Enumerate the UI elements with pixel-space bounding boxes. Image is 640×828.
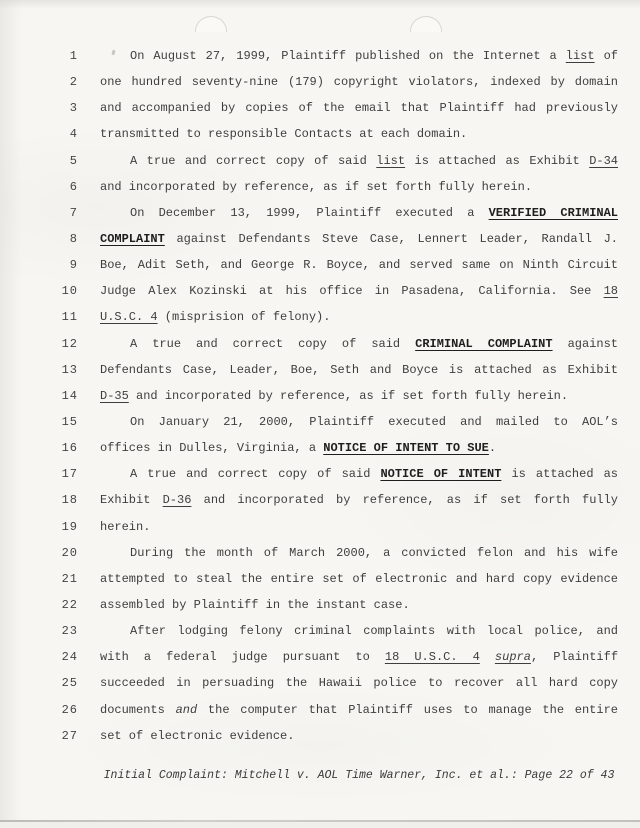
line-number: 23	[61, 624, 78, 639]
line-number: 4	[69, 127, 78, 142]
text-segment: , Plaintiff	[530, 650, 619, 665]
line-number: 11	[61, 310, 78, 325]
line-text	[100, 618, 618, 644]
line-number: 2	[69, 75, 78, 90]
text-segment: assembled by Plaintiff in the instant case.	[100, 597, 410, 612]
text-segment: A true and correct copy of said	[130, 467, 381, 482]
text-segment: D-35	[100, 388, 129, 403]
document-line	[0, 148, 640, 174]
document-lines	[0, 43, 640, 749]
document-line	[0, 331, 640, 357]
text-segment: against Defendants Steve Case, Lennert Leader, Randall J.	[164, 231, 618, 246]
line-text	[100, 540, 618, 566]
text-segment: supra	[494, 650, 531, 665]
text-segment: CRIMINAL COMPLAINT	[415, 336, 553, 351]
text-segment: the computer that Plaintiff uses to manage the entire	[197, 702, 618, 717]
scan-background-below-page	[0, 822, 640, 828]
line-text	[100, 644, 618, 670]
line-number: 26	[61, 702, 78, 717]
line-number: 14	[61, 388, 78, 403]
line-number: 12	[61, 336, 78, 351]
document-line	[0, 723, 640, 749]
line-number: 20	[61, 545, 78, 560]
line-number: 17	[61, 467, 78, 482]
punch-hole-mark-left	[195, 16, 227, 32]
line-number: 22	[61, 597, 78, 612]
text-segment: and incorporated by reference, as if set forth fully herein.	[128, 388, 569, 403]
document-line	[0, 357, 640, 383]
line-number: 16	[61, 441, 78, 456]
page-footer: Initial Complaint: Mitchell v. AOL Time Warner, Inc. et al.: Page 22 of 43	[103, 769, 615, 782]
text-segment: NOTICE OF INTENT TO SUE	[323, 441, 489, 456]
line-number: 15	[61, 414, 78, 429]
text-segment: and accompanied by copies of the email that Plaintiff had previously	[100, 101, 618, 116]
document-line	[0, 592, 640, 618]
line-text	[100, 514, 618, 540]
document-line	[0, 566, 640, 592]
line-number: 19	[61, 519, 78, 534]
text-segment: against	[552, 336, 619, 351]
text-segment: with a federal judge pursuant to	[100, 650, 385, 665]
text-segment: set of electronic evidence.	[100, 728, 295, 743]
line-text	[100, 409, 618, 435]
document-line	[0, 461, 640, 487]
text-segment: herein.	[100, 519, 151, 534]
document-line	[0, 174, 640, 200]
line-text	[100, 148, 618, 174]
text-segment: attempted to steal the entire set of electronic and hard copy evidence	[100, 571, 618, 586]
line-text	[100, 226, 618, 252]
text-segment: list	[376, 153, 406, 168]
text-segment: On August 27, 1999, Plaintiff published on the Internet a	[130, 49, 566, 63]
text-segment: and incorporated by reference, as if set forth fully herein.	[100, 179, 533, 194]
line-text	[100, 200, 618, 226]
line-text	[100, 95, 618, 121]
text-segment: of	[594, 49, 618, 63]
document-line	[0, 409, 640, 435]
line-number: 24	[61, 650, 78, 665]
line-text	[100, 121, 618, 147]
line-text	[100, 487, 618, 513]
document-line	[0, 644, 640, 670]
line-number: 10	[61, 284, 78, 299]
line-number: 3	[69, 101, 78, 116]
text-segment: NOTICE OF INTENT	[380, 467, 502, 482]
line-number: 9	[69, 258, 78, 273]
text-segment: COMPLAINT	[100, 231, 165, 246]
text-segment: 18 U.S.C. 4	[384, 650, 480, 665]
line-number: 13	[61, 362, 78, 377]
document-line	[0, 435, 640, 461]
text-segment: A true and correct copy of said	[130, 153, 377, 168]
line-text	[100, 697, 618, 723]
line-number: 7	[69, 205, 78, 220]
line-number: 1	[69, 49, 78, 63]
text-segment: 18	[603, 284, 618, 299]
line-text	[100, 304, 618, 330]
text-segment: After lodging felony criminal complaints with local police, and	[130, 624, 618, 639]
text-segment: is attached as	[501, 467, 618, 482]
document-line	[0, 43, 640, 69]
text-segment: Judge Alex Kozinski at his office in Pasadena, California. See	[100, 284, 604, 299]
line-text	[100, 357, 618, 383]
line-number: 25	[61, 676, 78, 691]
text-segment: On December 13, 1999, Plaintiff executed a	[130, 205, 489, 220]
text-segment: U.S.C. 4	[100, 310, 158, 325]
scan-edge-top	[0, 0, 640, 9]
text-segment: D-34	[589, 153, 619, 168]
line-number: 6	[69, 179, 78, 194]
document-line	[0, 252, 640, 278]
text-segment: transmitted to responsible Contacts at each domain.	[100, 127, 468, 142]
line-text	[100, 69, 618, 95]
line-number: 27	[61, 728, 78, 743]
document-line	[0, 697, 640, 723]
document-line	[0, 383, 640, 409]
line-text	[100, 592, 618, 618]
text-segment: list	[565, 49, 595, 63]
line-number: 8	[69, 231, 78, 246]
text-segment: A true and correct copy of said	[130, 336, 416, 351]
line-text	[100, 461, 618, 487]
text-segment: Exhibit	[100, 493, 163, 508]
text-segment: On January 21, 2000, Plaintiff executed and mailed to AOL’s	[130, 414, 618, 429]
line-text	[100, 723, 618, 749]
text-segment: is attached as Exhibit	[405, 153, 590, 168]
document-line	[0, 121, 640, 147]
text-segment: offices in Dulles, Virginia, a	[100, 441, 324, 456]
document-line	[0, 670, 640, 696]
document-line	[0, 540, 640, 566]
line-text	[100, 670, 618, 696]
document-line	[0, 487, 640, 513]
document-line	[0, 278, 640, 304]
line-text	[100, 252, 618, 278]
text-segment: (misprision of felony).	[157, 310, 331, 325]
text-segment: and incorporated by reference, as if set forth fully	[191, 493, 618, 508]
document-line	[0, 304, 640, 330]
document-line	[0, 95, 640, 121]
document-line	[0, 200, 640, 226]
document-line	[0, 618, 640, 644]
text-segment: D-36	[162, 493, 192, 508]
document-line	[0, 514, 640, 540]
line-text	[100, 278, 618, 304]
text-segment: one hundred seventy-nine (179) copyright violators, indexed by domain	[100, 75, 618, 90]
line-text	[100, 566, 618, 592]
text-segment: .	[488, 441, 497, 456]
line-text	[100, 331, 618, 357]
line-number: 18	[61, 493, 78, 508]
document-line	[0, 226, 640, 252]
line-text	[100, 43, 618, 69]
text-segment	[480, 650, 495, 664]
text-segment: VERIFIED CRIMINAL	[488, 205, 619, 220]
text-segment: Defendants Case, Leader, Boe, Seth and Boyce is attached as Exhibit	[100, 362, 618, 377]
text-segment: and	[175, 702, 198, 717]
text-segment: succeeded in persuading the Hawaii police to recover all hard copy	[100, 676, 618, 691]
text-segment: Boe, Adit Seth, and George R. Boyce, and served same on Ninth Circuit	[100, 258, 618, 273]
line-text	[100, 383, 618, 409]
text-segment: During the month of March 2000, a convicted felon and his wife	[130, 545, 618, 560]
line-text	[100, 174, 618, 200]
line-number: 21	[61, 571, 78, 586]
line-number: 5	[69, 153, 78, 168]
document-line	[0, 69, 640, 95]
line-text	[100, 435, 618, 461]
text-segment: documents	[100, 702, 176, 717]
punch-hole-mark-right	[410, 16, 442, 32]
